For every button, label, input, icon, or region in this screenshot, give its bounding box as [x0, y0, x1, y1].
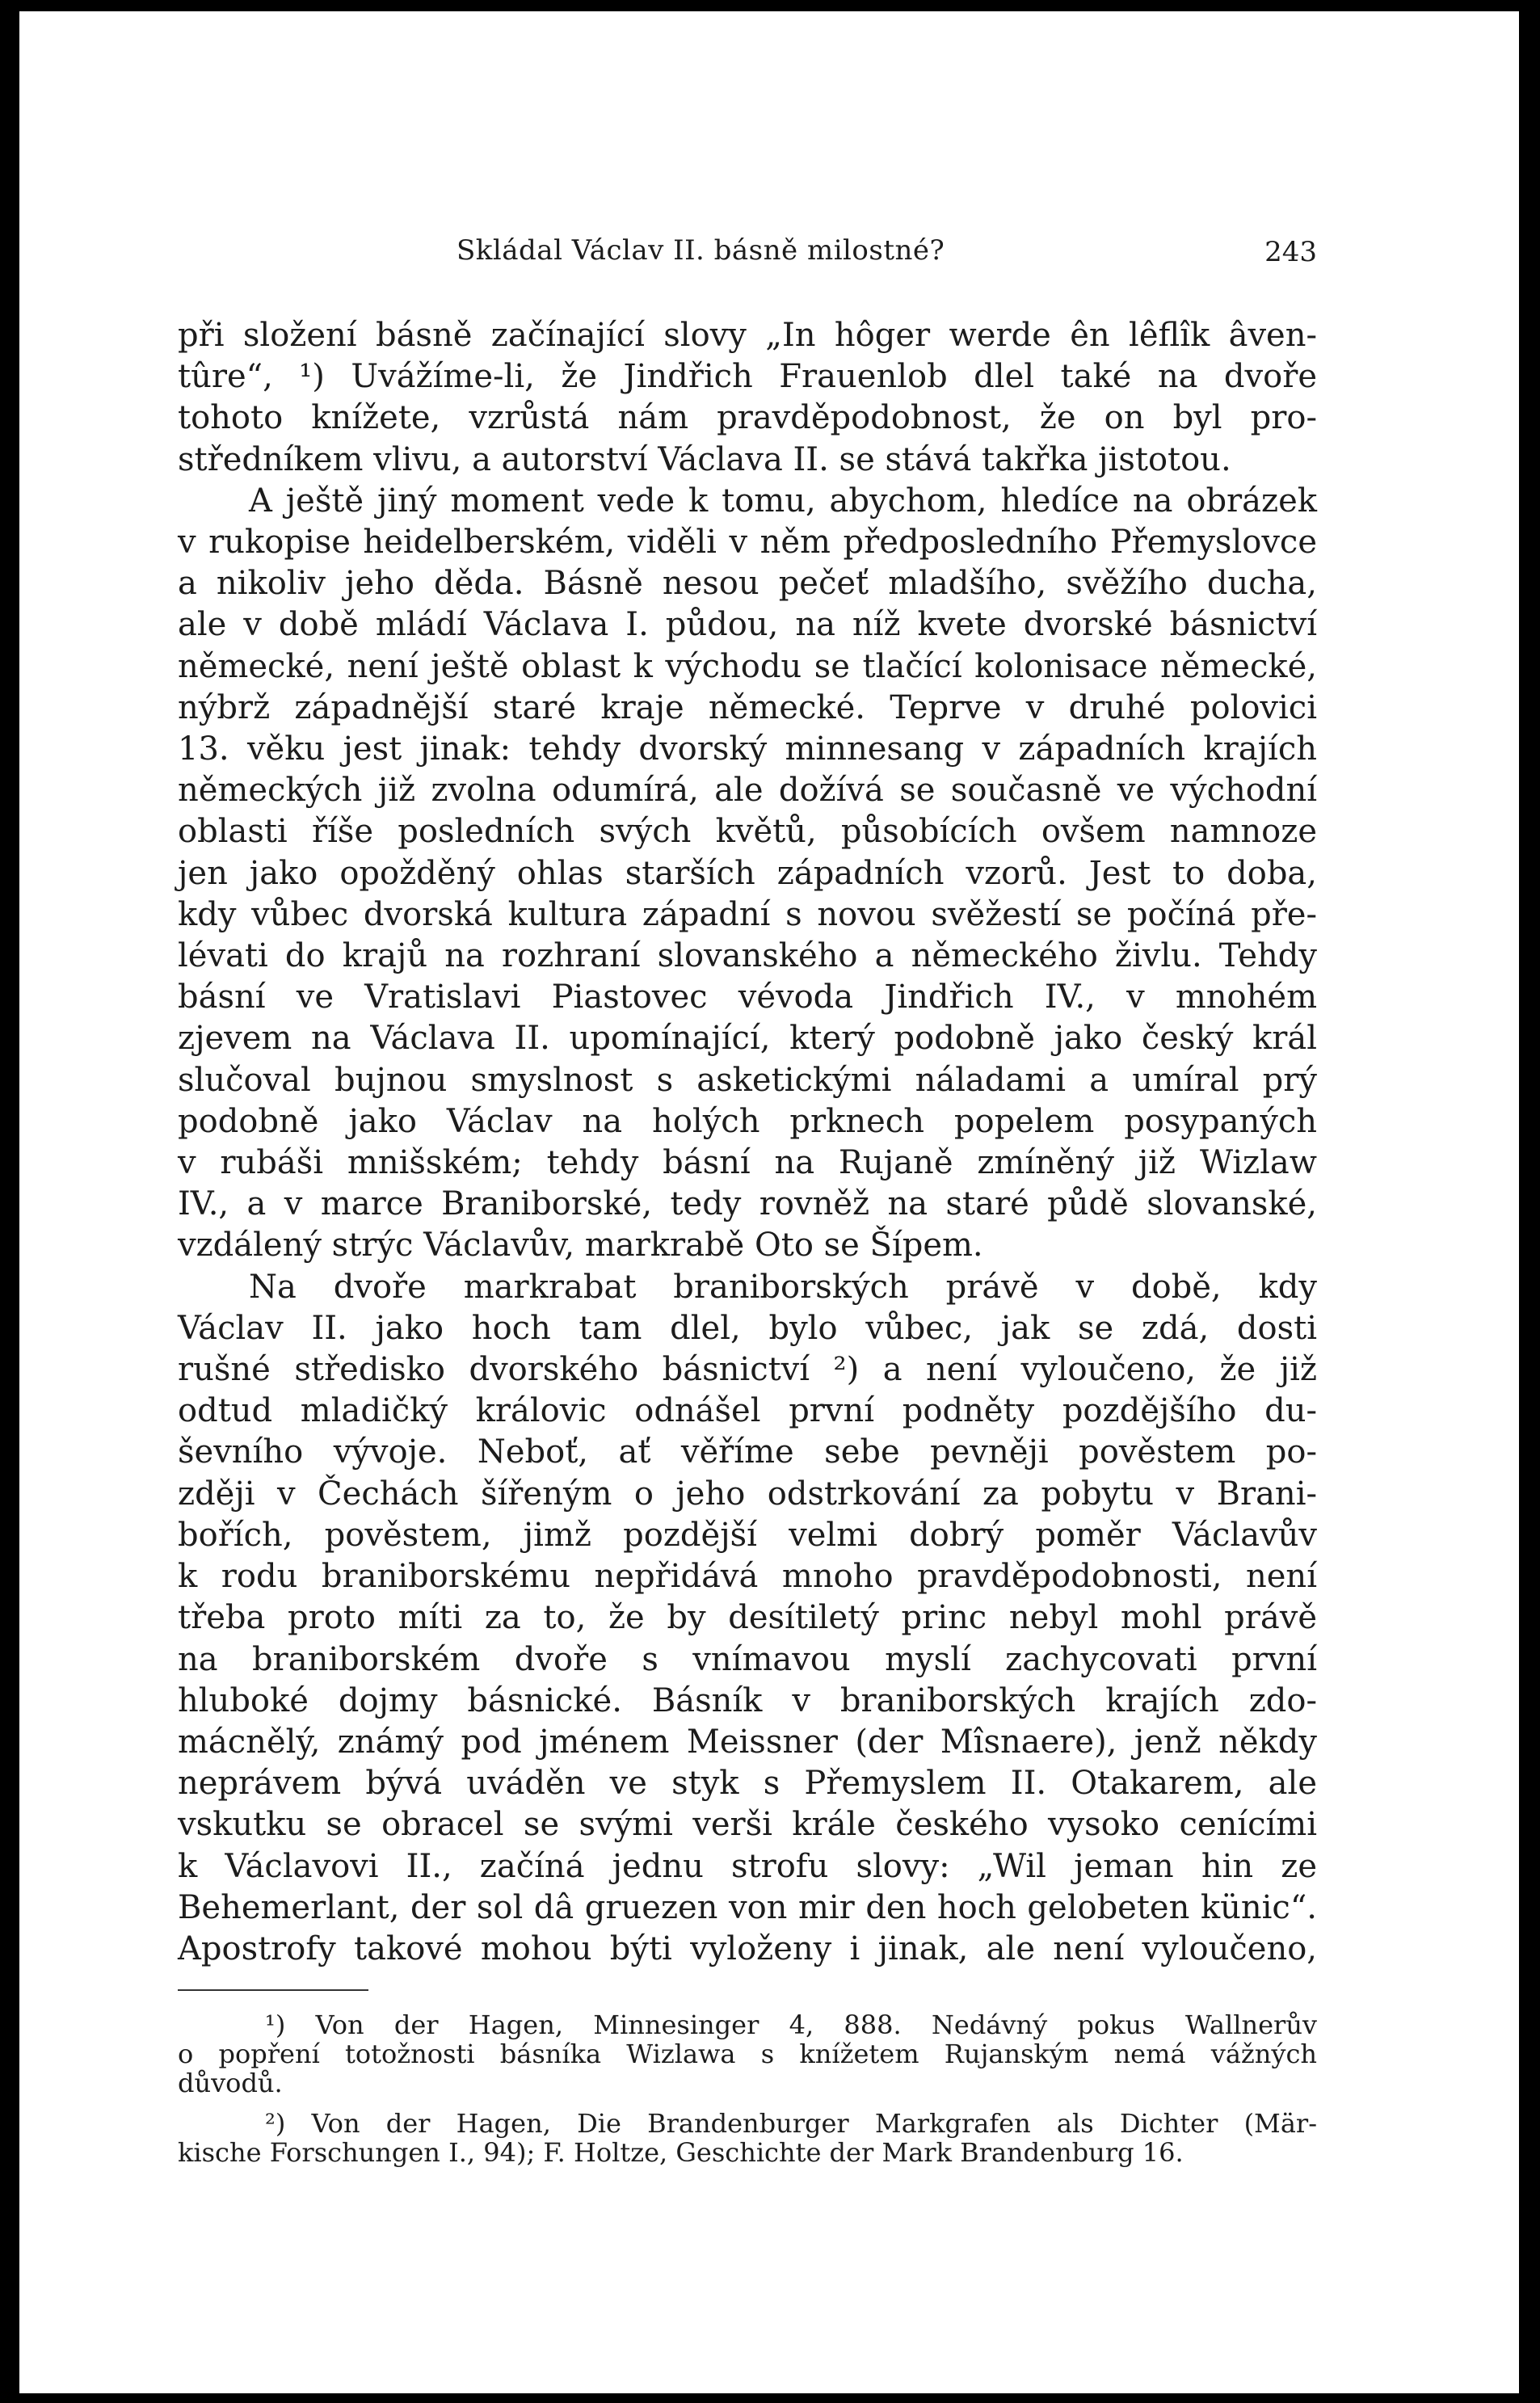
text-line: při složení básně začínající slovy „In hôger werde ên lêflîk âven- — [178, 317, 1317, 354]
text-line: k Václavovi II., začíná jednu strofu slovy: „Wil jeman hin ze — [178, 1847, 1317, 1885]
text-line: k rodu braniborskému nepřidává mnoho pravděpodobnosti, není — [178, 1558, 1317, 1596]
text-line: kdy vůbec dvorská kultura západní s novou svěžestí se počíná pře- — [178, 895, 1317, 933]
footnotes — [178, 2010, 1317, 2167]
text-line: ale v době mládí Václava I. půdou, na níž kvete dvorské básnictví — [178, 606, 1317, 644]
text-line: německé, není ještě oblast k východu se tlačící kolonisace německé, — [178, 647, 1317, 685]
text-line: tohoto knížete, vzrůstá nám pravděpodobnost, že on byl pro- — [178, 399, 1317, 437]
footnote-line: důvodů. — [178, 2068, 283, 2099]
text-line: bořích, pověstem, jimž pozdější velmi dobrý poměr Václavův — [178, 1516, 1317, 1554]
text-line: slučoval bujnou smyslnost s asketickými náladami a umíral prý — [178, 1061, 1317, 1099]
text-line: vzdálený strýc Václavův, markrabě Oto se Šípem. — [178, 1227, 983, 1265]
text-line: mácnělý, známý pod jménem Meissner (der Mîsnaere), jenž někdy — [178, 1723, 1317, 1761]
text-line: hluboké dojmy básnické. Básník v braniborských krajích zdo- — [178, 1681, 1317, 1719]
text-line: v rukopise heidelberském, viděli v něm předposledního Přemyslovce — [178, 524, 1317, 562]
text-line: a nikoliv jeho děda. Básně nesou pečeť mladšího, svěžího ducha, — [178, 565, 1317, 603]
text-line: nýbrž západnější staré kraje německé. Teprve v druhé polovici — [178, 688, 1317, 726]
text-line: německých již zvolna odumírá, ale dožívá se současně ve východní — [178, 772, 1317, 810]
text-line: ševního vývoje. Neboť, ať věříme sebe pevněji pověstem po- — [178, 1433, 1317, 1471]
text-line: zjevem na Václava II. upomínající, který podobně jako český král — [178, 1020, 1317, 1058]
body-text — [178, 315, 1317, 1970]
text-line: v rubáši mnišském; tehdy básní na Rujaně zmíněný již Wizlaw — [178, 1144, 1317, 1182]
footnote-line: kische Forschungen I., 94); F. Holtze, Geschichte der Mark Brandenburg 16. — [178, 2137, 1184, 2169]
text-line: na braniborském dvoře s vnímavou myslí zachycovati první — [178, 1640, 1317, 1678]
text-line: neprávem bývá uváděn ve styk s Přemyslem II. Otakarem, ale — [178, 1765, 1317, 1803]
text-line: vskutku se obracel se svými verši krále českého vysoko cenícími — [178, 1806, 1317, 1844]
text-line: Apostrofy takové mohou býti vyloženy i jinak, ale není vyloučeno, — [178, 1930, 1317, 1967]
text-line: odtud mladičký královic odnášel první podněty pozdějšího du- — [178, 1392, 1317, 1430]
footnote-line: ¹) Von der Hagen, Minnesinger 4, 888. Nedávný pokus Wallnerův — [265, 2010, 1317, 2041]
text-line: oblasti říše posledních svých květů, působících ovšem namnoze — [178, 813, 1317, 851]
running-title: Skládal Václav II. básně milostné? — [457, 234, 945, 267]
text-line: básní ve Vratislavi Piastovec vévoda Jindřich IV., v mnohém — [178, 978, 1317, 1016]
text-line: jen jako opožděný ohlas starších západních vzorů. Jest to doba, — [178, 854, 1317, 892]
text-line: tûre“, ¹) Uvážíme-li, že Jindřich Frauenlob dlel také na dvoře — [178, 358, 1317, 396]
text-line: Na dvoře markrabat braniborských právě v době, kdy — [249, 1268, 1317, 1306]
text-line: Behemerlant, der sol dâ gruezen von mir den hoch gelobeten künic“. — [178, 1888, 1317, 1926]
text-line: A ještě jiný moment vede k tomu, abychom, hledíce na obrázek — [249, 482, 1317, 520]
text-line: podobně jako Václav na holých prknech popelem posypaných — [178, 1102, 1317, 1140]
text-line: IV., a v marce Braniborské, tedy rovněž na staré půdě slovanské, — [178, 1185, 1317, 1223]
text-line: zději v Čechách šířeným o jeho odstrkování za pobytu v Brani- — [178, 1475, 1317, 1513]
text-line: Václav II. jako hoch tam dlel, bylo vůbec, jak se zdá, dosti — [178, 1309, 1317, 1347]
text-line: lévati do krajů na rozhraní slovanského a německého živlu. Tehdy — [178, 937, 1317, 975]
page-number: 243 — [1264, 236, 1317, 268]
footnote-rule — [178, 1989, 368, 1991]
footnote-line: o popření totožnosti básníka Wizlawa s knížetem Rujanským nemá vážných — [178, 2039, 1317, 2070]
text-line: rušné středisko dvorského básnictví ²) a není vyloučeno, že již — [178, 1351, 1317, 1389]
text-line: středníkem vlivu, a autorství Václava II. se stává takřka jistotou. — [178, 440, 1231, 478]
footnote-line: ²) Von der Hagen, Die Brandenburger Markgrafen als Dichter (Mär- — [265, 2108, 1317, 2140]
book-page — [178, 234, 1317, 2167]
running-head — [178, 234, 1317, 283]
text-line: 13. věku jest jinak: tehdy dvorský minnesang v západních krajích — [178, 730, 1317, 768]
text-line: třeba proto míti za to, že by desítiletý princ nebyl mohl právě — [178, 1599, 1317, 1637]
